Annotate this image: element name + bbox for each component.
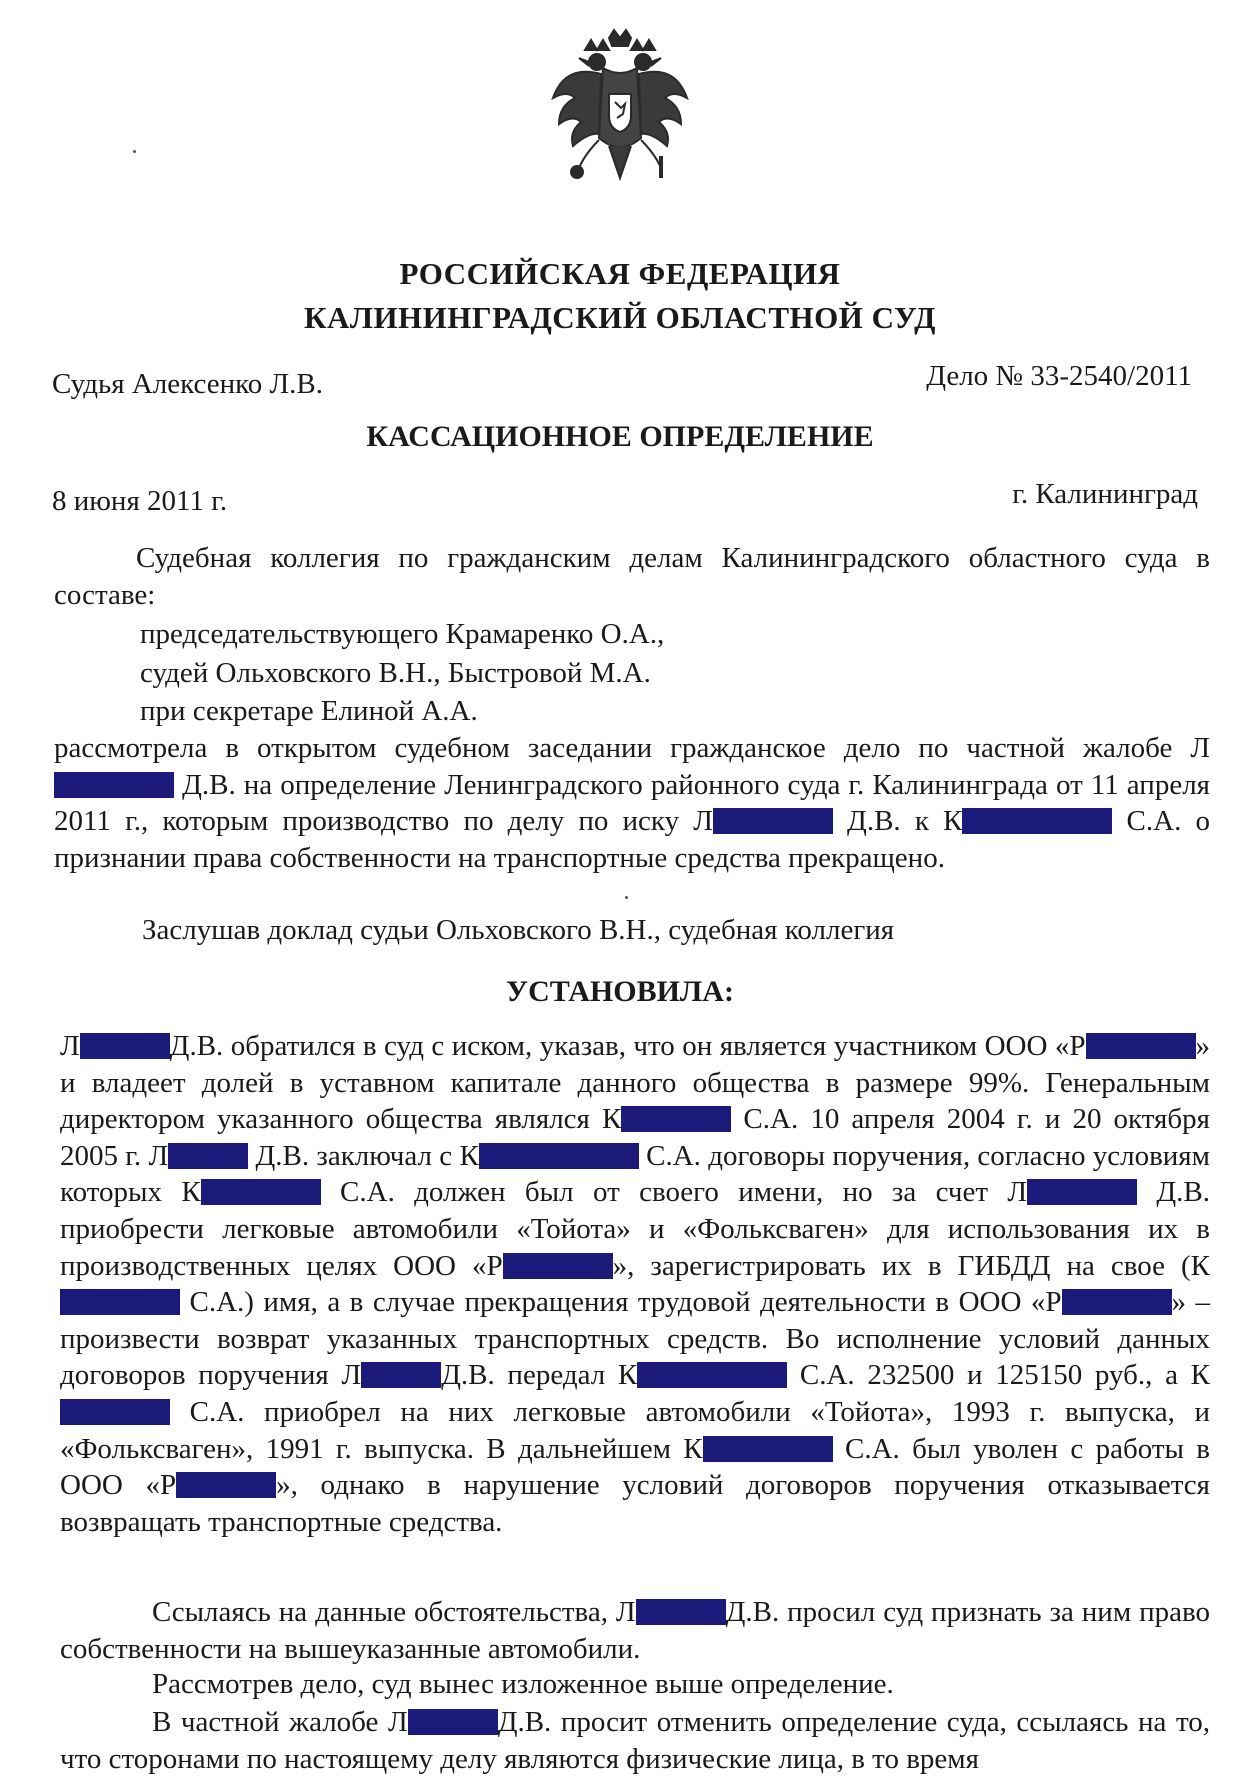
redaction-block [80,1033,170,1059]
redaction-block [176,1472,276,1498]
document-date: 8 июня 2011 г. [52,485,228,517]
court-title: КАЛИНИНГРАДСКИЙ ОБЛАСТНОЙ СУД [303,300,937,335]
redaction-block [713,808,833,834]
redaction-block [479,1143,639,1169]
redaction-block [60,1399,170,1425]
redaction-block [703,1436,833,1462]
scan-speck [133,150,136,153]
considered-paragraph: рассмотрела в открытом судебном заседании гражданское дело по частной жалобе Л Д.В. на определение Ленинградского районного суда г. Калининграда от 11 апреля 2011 г., которым производство по делу по иску Л Д.В. к К С.А. о признании права собственности на транспортные средства прекращено. [54,732,1210,874]
redaction-block [1086,1033,1196,1059]
redaction-block [637,1362,787,1388]
document-type-title: КАССАЦИОННОЕ ОПРЕДЕЛЕНИЕ [366,420,874,453]
redaction-block [962,808,1112,834]
decision-paragraph: Рассмотрев дело, суд вынес изложенное выше определение. [152,1668,894,1700]
section-title: УСТАНОВИЛА: [506,975,734,1008]
court-secretary: при секретаре Елиной А.А. [140,695,478,727]
document-city: г. Калининград [1012,478,1198,510]
appeal-paragraph: В частной жалобе Л Д.В. просит отменить определение суда, ссылаясь на то, что сторонами по настоящему делу являются физические лица, в то время [60,1706,1211,1775]
redaction-block [621,1106,731,1132]
redaction-block [1027,1179,1137,1205]
scan-speck [625,896,628,899]
redaction-block [361,1362,441,1388]
redaction-block [408,1709,498,1735]
double-headed-eagle-icon [545,28,695,198]
redaction-block [54,772,174,798]
redaction-block [168,1143,248,1169]
heard-report: Заслушав доклад судьи Ольховского В.Н., судебная коллегия [142,914,895,946]
panel-judges: судей Ольховского В.Н., Быстровой М.А. [140,657,651,689]
redaction-block [503,1253,613,1279]
redaction-block [1062,1289,1172,1315]
redaction-block [201,1179,321,1205]
claim-paragraph: Л Д.В. обратился в суд с иском, указав, что он является участником ООО «Р » и владеет долей в уставном капитале данного общества в размере 99%. Генеральным директором указанного общества являлся К С.А. 10 апреля 2004 г. и 20 октября 2005 г. Л Д.В. заключал с К С.А. договоры поручения, согласно условиям которых К С.А. должен был от своего имени, но за счет Л Д.В. приобрести легковые автомобили «Тойота» и «Фольксваген» для использования их в производственных целях ООО «Р », зарегистрировать их в ГИБДД на свое (К С.А.) имя, а в случае прекращения трудовой деятельности в ООО «Р » – произвести возврат указанных транспортных средств. Во исполнение условий данных договоров поручения Л Д.В. передал К С.А. 232500 и 125150 руб., а К С.А. приобрел на них легковые автомобили «Тойота», 1993 г. выпуска, и «Фольксваген», 1991 г. выпуска. В дальнейшем К С.А. был уволен с работы в ООО «Р », однако в нарушение условий договоров поручения отказывается возвращать транспортные средства. [60,1030,1211,1538]
case-number: Дело № 33-2540/2011 [926,360,1192,392]
intro-paragraph: Судебная коллегия по гражданским делам Калининградского областного суда в составе: [54,542,1210,611]
presiding-judge: председательствующего Крамаренко О.А., [140,618,665,650]
redaction-block [60,1289,180,1315]
judge-name: Судья Алексенко Л.В. [52,368,324,400]
redaction-block [636,1599,726,1625]
country-title: РОССИЙСКАЯ ФЕДЕРАЦИЯ [399,256,841,291]
request-paragraph: Ссылаясь на данные обстоятельства, Л Д.В. просил суд признать за ним право собственности на вышеуказанные автомобили. [60,1596,1210,1665]
